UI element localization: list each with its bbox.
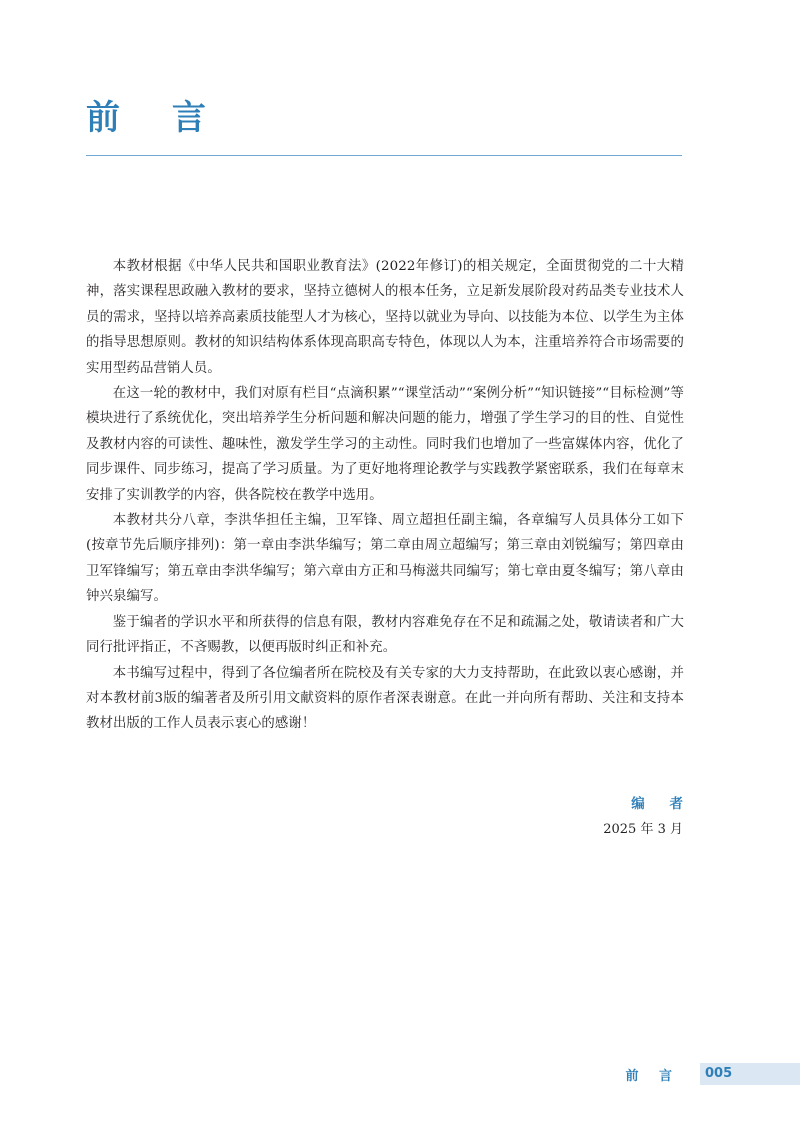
page-footer bbox=[0, 1063, 800, 1087]
footer-section-label: 前 言 bbox=[625, 1069, 680, 1084]
paragraph-4: 鉴于编者的学识水平和所获得的信息有限，教材内容难免存在不足和疏漏之处，敬请读者和广大同行批评指正，不吝赐教，以便再版时纠正和补充。 bbox=[86, 614, 684, 656]
paragraph-5: 本书编写过程中，得到了各位编者所在院校及有关专家的大力支持帮助，在此致以衷心感谢，并对本教材前3版的编著者及所引用文献资料的原作者深表谢意。在此一并向所有帮助、关注和支持本教材出版的工作人员表示衷心的感谢！ bbox=[86, 665, 684, 732]
signature-editor: 编 者 bbox=[631, 796, 693, 812]
page-title: 前 言 bbox=[86, 98, 226, 138]
paragraph-3: 本教材共分八章，李洪华担任主编，卫军锋、周立超担任副主编，各章编写人员具体分工如下(按章节先后顺序排列)：第一章由李洪华编写；第二章由周立超编写；第三章由刘锐编写；第四章由卫军锋编写；第五章由李洪华编写；第六章由方正和马梅滋共同编写；第七章由夏冬编写；第八章由钟兴泉编写。 bbox=[86, 513, 684, 605]
paragraph-1: 本教材根据《中华人民共和国职业教育法》(2022年修订)的相关规定，全面贯彻党的二十大精神，落实课程思政融入教材的要求，坚持立德树人的根本任务，立足新发展阶段对药品类专业技术人员的需求，坚持以培养高素质技能型人才为核心，坚持以就业为导向、以技能为本位、以学生为主体的指导思想原则。教材的知识结构体系体现高职高专特色，体现以人为本，注重培养符合市场需要的实用型药品营销人员。 bbox=[86, 259, 684, 376]
signature-block bbox=[603, 792, 693, 842]
preface-body bbox=[86, 254, 684, 737]
signature-date: 2025 年 3 月 bbox=[603, 822, 683, 837]
paragraph-2: 在这一轮的教材中，我们对原有栏目“点滴积累”“课堂活动”“案例分析”“知识链接”“目标检测”等模块进行了系统优化，突出培养学生分析问题和解决问题的能力，增强了学生学习的目的性、自觉性及教材内容的可读性、趣味性，激发学生学习的主动性。同时我们也增加了一些富媒体内容，优化了同步课件、同步练习，提高了学习质量。为了更好地将理论教学与实践教学紧密联系，我们在每章末安排了实训教学的内容，供各院校在教学中选用。 bbox=[86, 386, 684, 503]
title-divider bbox=[86, 155, 682, 156]
page-number: 005 bbox=[705, 1066, 733, 1081]
